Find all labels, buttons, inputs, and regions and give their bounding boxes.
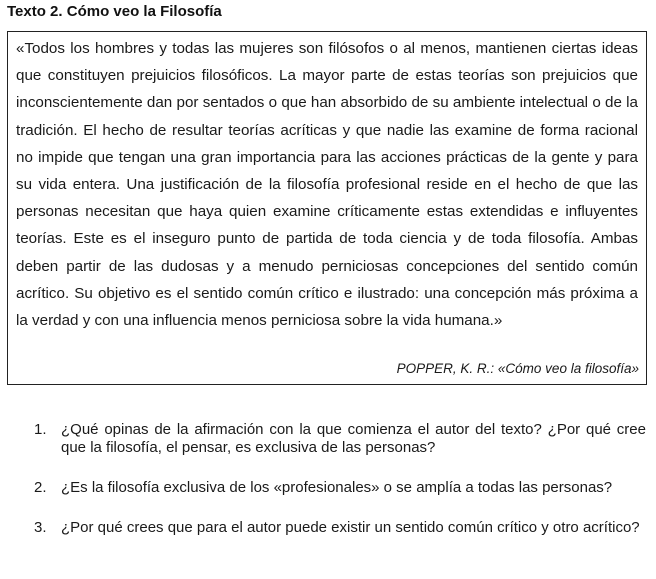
question-item bbox=[0, 519, 646, 537]
document-heading: Texto 2. Cómo veo la Filosofía bbox=[7, 3, 222, 20]
question-text: ¿Es la filosofía exclusiva de los «profesionales» o se amplía a todas las personas? bbox=[61, 479, 613, 496]
questions-list bbox=[0, 421, 646, 537]
quote-citation: POPPER, K. R.: «Cómo veo la filosofía» bbox=[396, 361, 639, 376]
quote-text: «Todos los hombres y todas las mujeres son filósofos o al menos, mantienen ciertas ideas que constituyen prejuicios filosóficos. La mayor parte de estas teorías son prejuicios que inconscientemente dan por sentados o que han absorbido de su ambiente intelectual o de la tradición. El hecho de resultar teorías acríticas y que nadie las examine de forma racional no impide que tengan una gran importancia para las acciones prácticas de la gente y para su vida entera. Una justificación de la filosofía profesional reside en el hecho de que las personas necesitan que haya quien examine críticamente estas extendidas e influyentes teorías. Este es el inseguro punto de partida de toda ciencia y de toda filosofía. Ambas deben partir de las dudosas y a menudo perniciosas concepciones del sentido común acrítico. Su objetivo es el sentido común crítico e ilustrado: una concepción más próxima a la verdad y con una influencia menos perniciosa sobre la vida humana.» bbox=[16, 40, 638, 330]
question-text: ¿Por qué crees que para el autor puede existir un sentido común crítico y otro acrítico? bbox=[61, 519, 640, 536]
question-number: 1. bbox=[34, 421, 47, 438]
quote-box bbox=[7, 31, 647, 385]
question-text: ¿Qué opinas de la afirmación con la que comienza el autor del texto? ¿Por qué cree que la filosofía, el pensar, es exclusiva de las personas? bbox=[61, 421, 646, 456]
question-item bbox=[0, 421, 646, 457]
question-number: 2. bbox=[34, 479, 47, 496]
question-item bbox=[0, 479, 646, 497]
question-number: 3. bbox=[34, 519, 47, 536]
